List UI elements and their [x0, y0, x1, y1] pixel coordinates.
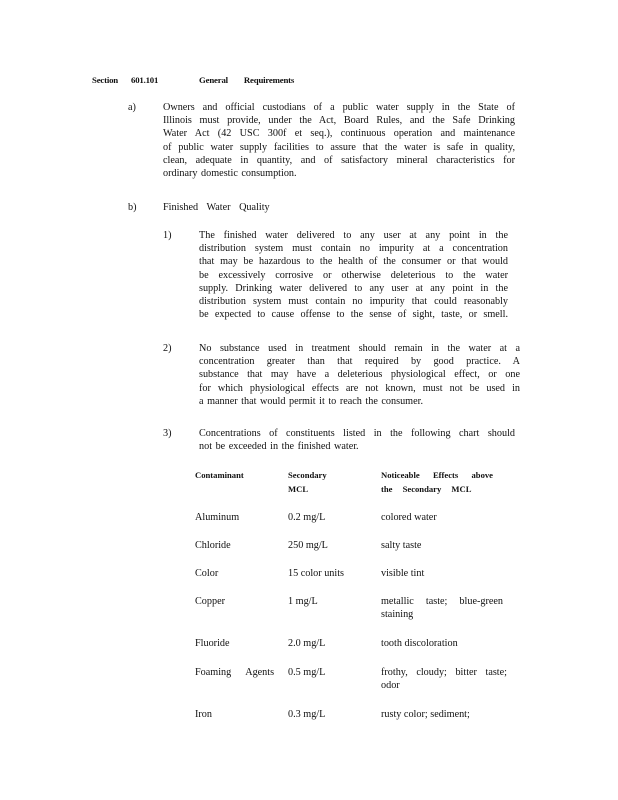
mcl-cell: 2.0 mg/L: [288, 638, 326, 649]
subitem-3-text: [199, 427, 515, 453]
text-line: for which physiological effects are not known, must not be used in: [199, 382, 520, 394]
effects-cell: visible tint: [381, 568, 425, 579]
text-line: distribution system must contain no impurity at a concentration: [199, 243, 508, 255]
text-line: distribution system must contain no impurity that could reasonably: [199, 296, 508, 308]
table-header-effects: [381, 468, 493, 496]
contaminant-cell: Foaming Agents: [195, 667, 275, 678]
effects-cell: tooth discoloration: [381, 638, 458, 649]
contaminant-cell: Aluminum: [195, 512, 240, 523]
mcl-cell: 250 mg/L: [288, 540, 328, 551]
text-line: of public water supply facilities to assure that the water is safe in quality,: [163, 141, 515, 153]
effects-line: staining: [381, 609, 414, 620]
text-line: No substance used in treatment should remain in the water at a: [199, 343, 520, 354]
text-line: Owners and official custodians of a public water supply in the State of: [163, 102, 515, 113]
header-line: MCL: [288, 484, 309, 494]
subitem-3-marker: 3): [163, 428, 172, 439]
table-row: [195, 595, 225, 608]
section-number: 601.101: [131, 75, 159, 85]
contaminant-cell: Color: [195, 568, 219, 579]
contaminant-cell: Copper: [195, 596, 225, 607]
text-line: ordinary domestic consumption.: [163, 168, 297, 180]
subitem-1-text: [199, 229, 508, 321]
table-header-mcl: [288, 468, 327, 496]
item-b-heading: Finished Water Quality: [163, 202, 270, 213]
text-line: Water Act (42 USC 300f et seq.), continuous operation and maintenance: [163, 128, 515, 140]
table-header-contaminant: Contaminant: [195, 470, 244, 480]
text-line: concentration greater than that required by good practice. A: [199, 356, 520, 368]
contaminant-cell: Chloride: [195, 540, 231, 551]
header-line: Noticeable Effects above: [381, 470, 493, 480]
text-line: The finished water delivered to any user at any point in the: [199, 230, 508, 241]
item-a-text: [163, 101, 515, 180]
header-line: the Secondary MCL: [381, 484, 472, 494]
effects-cell: [381, 595, 503, 621]
text-line: that may be hazardous to the health of the consumer or that would: [199, 256, 508, 268]
table-row: [195, 666, 274, 679]
effects-line: metallic taste; blue-green: [381, 596, 503, 607]
mcl-cell: 0.2 mg/L: [288, 512, 326, 523]
table-row: [195, 708, 212, 721]
section-label: Section: [92, 75, 118, 85]
mcl-cell: 0.3 mg/L: [288, 709, 326, 720]
text-line: substance that may have a deleterious physiological effect, or one: [199, 369, 520, 381]
table-row: [195, 567, 218, 580]
text-line: be expected to cause offense to the sense of sight, taste, or smell.: [199, 309, 508, 321]
text-line: be excessively corrosive or otherwise deleterious to the water: [199, 269, 508, 281]
subitem-2-marker: 2): [163, 343, 172, 354]
subitem-2-text: [199, 342, 520, 408]
section-title: General Requirements: [199, 75, 295, 85]
contaminant-cell: Iron: [195, 709, 212, 720]
effects-line: odor: [381, 680, 400, 691]
text-line: Concentrations of constituents listed in the following chart should: [199, 428, 515, 439]
subitem-1-marker: 1): [163, 230, 172, 241]
table-row: [195, 511, 239, 524]
header-line: Secondary: [288, 470, 327, 480]
mcl-cell: 15 color units: [288, 568, 345, 579]
contaminant-cell: Fluoride: [195, 638, 230, 649]
table-row: [195, 637, 230, 650]
item-a-marker: a): [128, 102, 136, 113]
mcl-cell: 1 mg/L: [288, 596, 318, 607]
text-line: not be exceeded in the finished water.: [199, 441, 359, 453]
text-line: supply. Drinking water delivered to any user at any point in the: [199, 282, 508, 294]
effects-cell: [381, 666, 507, 692]
effects-cell: salty taste: [381, 540, 422, 551]
text-line: Illinois must provide, under the Act, Board Rules, and the Safe Drinking: [163, 115, 515, 127]
mcl-cell: 0.5 mg/L: [288, 667, 326, 678]
effects-line: frothy, cloudy; bitter taste;: [381, 667, 507, 678]
item-b-marker: b): [128, 202, 137, 213]
text-line: a manner that would permit it to reach the consumer.: [199, 395, 424, 407]
text-line: clean, adequate in quantity, and of satisfactory mineral characteristics for: [163, 154, 515, 166]
table-row: [195, 539, 231, 552]
effects-cell: colored water: [381, 512, 437, 523]
effects-cell: rusty color; sediment;: [381, 709, 470, 720]
